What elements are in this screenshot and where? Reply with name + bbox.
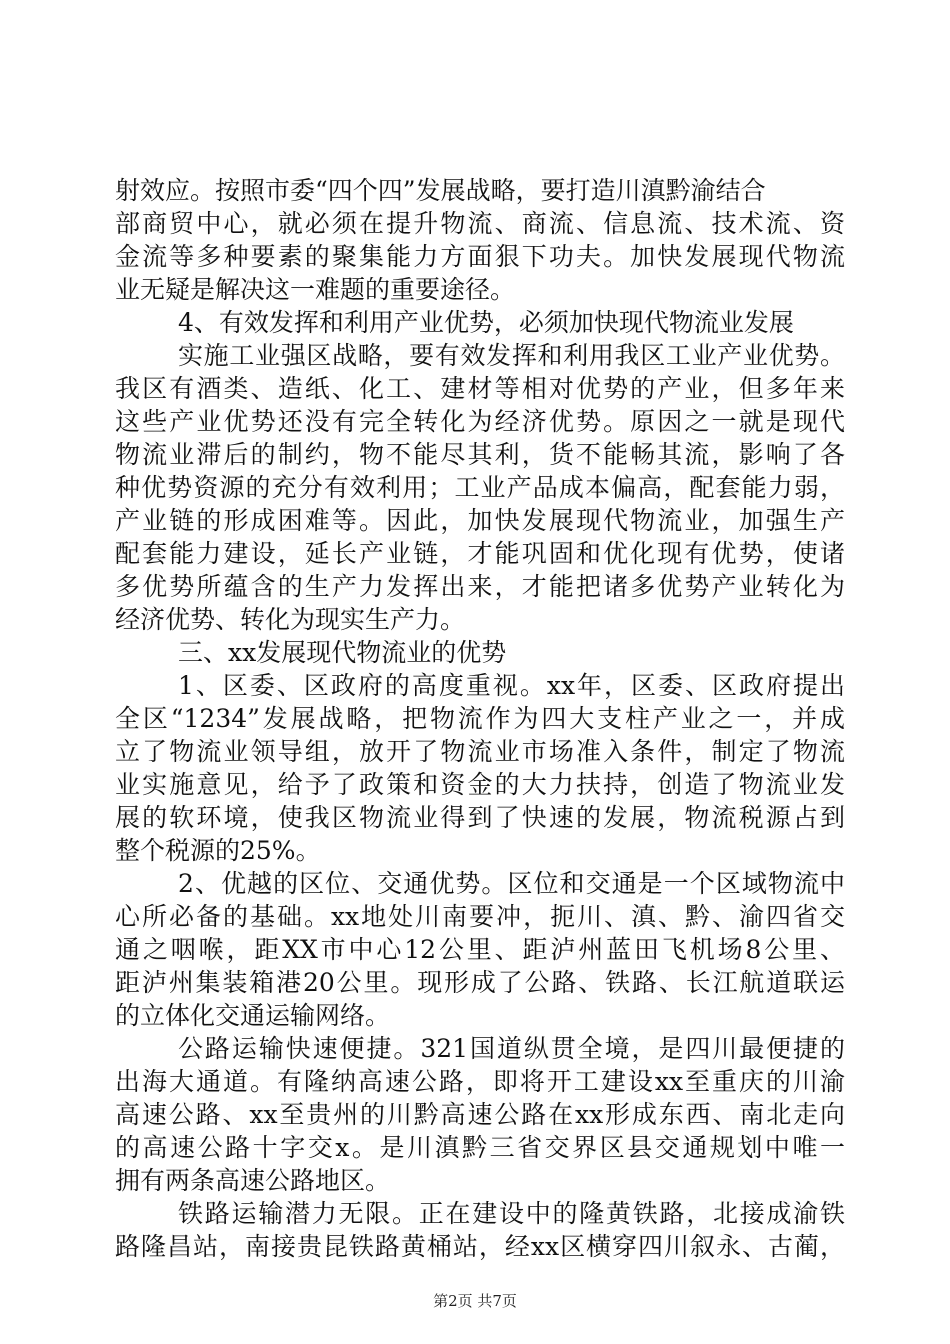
text-line: 种优势资源的充分有效利用；工业产品成本偏高，配套能力弱， (115, 473, 845, 502)
text-line: 展的软环境，使我区物流业得到了快速的发展，物流税源占到 (115, 803, 845, 832)
text-line: 产业链的形成困难等。因此，加快发展现代物流业，加强生产 (115, 506, 845, 535)
text-line: 的立体化交通运输网络。 (115, 1001, 391, 1030)
section-heading: 三、xx发展现代物流业的优势 (178, 638, 507, 667)
text-line: 路隆昌站，南接贵昆铁路黄桶站，经xx区横穿四川叙永、古蔺， (115, 1232, 845, 1261)
text-line: 这些产业优势还没有完全转化为经济优势。原因之一就是现代 (115, 407, 845, 436)
section-heading: 4、有效发挥和利用产业优势，必须加快现代物流业发展 (178, 308, 794, 337)
text-line: 射效应。按照市委“四个四”发展战略，要打造川滇黔渝结合 (115, 176, 766, 205)
text-line: 我区有酒类、造纸、化工、建材等相对优势的产业，但多年来 (115, 374, 845, 403)
text-line: 公路运输快速便捷。321国道纵贯全境，是四川最便捷的 (178, 1034, 845, 1063)
text-line: 全区“1234”发展战略，把物流作为四大支柱产业之一，并成 (115, 704, 845, 733)
text-line: 金流等多种要素的聚集能力方面狠下功夫。加快发展现代物流 (115, 242, 845, 271)
text-line: 2、优越的区位、交通优势。区位和交通是一个区域物流中 (178, 869, 845, 898)
text-line: 多优势所蕴含的生产力发挥出来，才能把诸多优势产业转化为 (115, 572, 845, 601)
text-line: 1、区委、区政府的高度重视。xx年，区委、区政府提出 (178, 671, 845, 700)
text-line: 部商贸中心，就必须在提升物流、商流、信息流、技术流、资 (115, 209, 845, 238)
text-line: 通之咽喉，距XX市中心12公里、距泸州蓝田飞机场8公里、 (115, 935, 845, 964)
text-line: 心所必备的基础。xx地处川南要冲，扼川、滇、黔、渝四省交 (115, 902, 845, 931)
text-line: 立了物流业领导组，放开了物流业市场准入条件，制定了物流 (115, 737, 845, 766)
text-line: 出海大通道。有隆纳高速公路，即将开工建设xx至重庆的川渝 (115, 1067, 845, 1096)
text-line: 的高速公路十字交x。是川滇黔三省交界区县交通规划中唯一 (115, 1133, 845, 1162)
page-number-footer: 第2页 共7页 (433, 1292, 517, 1310)
text-line: 实施工业强区战略，要有效发挥和利用我区工业产业优势。 (178, 341, 845, 370)
text-line: 物流业滞后的制约，物不能尽其利，货不能畅其流，影响了各 (115, 440, 845, 469)
text-line: 拥有两条高速公路地区。 (115, 1166, 391, 1195)
text-line: 距泸州集装箱港20公里。现形成了公路、铁路、长江航道联运 (115, 968, 845, 997)
text-line: 经济优势、转化为现实生产力。 (115, 605, 466, 634)
text-line: 业实施意见，给予了政策和资金的大力扶持，创造了物流业发 (115, 770, 845, 799)
text-line: 配套能力建设，延长产业链，才能巩固和优化现有优势，使诸 (115, 539, 845, 568)
text-line: 高速公路、xx至贵州的川黔高速公路在xx形成东西、南北走向 (115, 1100, 845, 1129)
text-line: 业无疑是解决这一难题的重要途径。 (115, 275, 516, 304)
text-line: 整个税源的25%。 (115, 836, 321, 865)
text-line: 铁路运输潜力无限。正在建设中的隆黄铁路，北接成渝铁 (178, 1199, 845, 1228)
